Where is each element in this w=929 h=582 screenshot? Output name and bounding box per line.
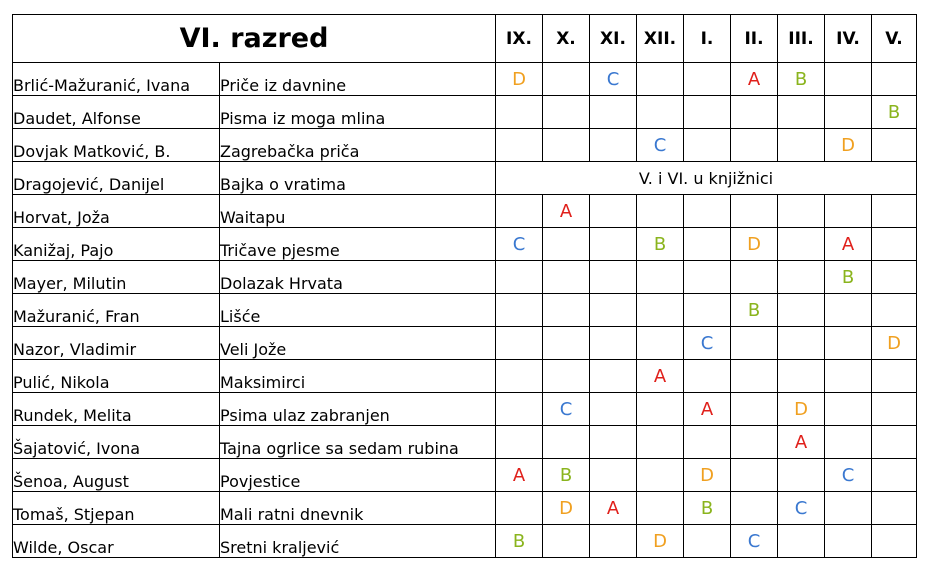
author-cell: Tomaš, Stjepan	[13, 492, 220, 525]
author-cell: Rundek, Melita	[13, 393, 220, 426]
table-row	[13, 294, 917, 327]
empty-cell	[543, 63, 590, 96]
empty-cell	[872, 63, 917, 96]
empty-cell	[684, 129, 731, 162]
author-cell: Kanižaj, Pajo	[13, 228, 220, 261]
group-mark: B	[872, 96, 917, 129]
author-cell: Horvat, Joža	[13, 195, 220, 228]
group-mark: B	[731, 294, 778, 327]
month-header: IX.	[496, 15, 543, 63]
table-row	[13, 393, 917, 426]
empty-cell	[543, 96, 590, 129]
empty-cell	[872, 360, 917, 393]
author-cell: Daudet, Alfonse	[13, 96, 220, 129]
group-mark: A	[543, 195, 590, 228]
group-mark: C	[731, 525, 778, 558]
group-mark: D	[543, 492, 590, 525]
group-mark: D	[872, 327, 917, 360]
month-header: III.	[778, 15, 825, 63]
empty-cell	[872, 294, 917, 327]
month-header: I.	[684, 15, 731, 63]
header-row	[13, 15, 917, 63]
empty-cell	[731, 261, 778, 294]
empty-cell	[637, 96, 684, 129]
empty-cell	[684, 261, 731, 294]
book-title-cell: Mali ratni dnevnik	[220, 492, 496, 525]
book-title-cell: Veli Jože	[220, 327, 496, 360]
empty-cell	[590, 96, 637, 129]
empty-cell	[496, 96, 543, 129]
table-row	[13, 459, 917, 492]
month-header: IV.	[825, 15, 872, 63]
empty-cell	[637, 492, 684, 525]
empty-cell	[825, 525, 872, 558]
author-cell: Mažuranić, Fran	[13, 294, 220, 327]
group-mark: A	[825, 228, 872, 261]
empty-cell	[590, 393, 637, 426]
empty-cell	[637, 426, 684, 459]
empty-cell	[684, 63, 731, 96]
group-mark: B	[543, 459, 590, 492]
empty-cell	[684, 525, 731, 558]
empty-cell	[825, 327, 872, 360]
table-row	[13, 426, 917, 459]
empty-cell	[778, 360, 825, 393]
group-mark: C	[496, 228, 543, 261]
empty-cell	[496, 261, 543, 294]
empty-cell	[825, 426, 872, 459]
empty-cell	[872, 195, 917, 228]
empty-cell	[496, 294, 543, 327]
group-mark: A	[637, 360, 684, 393]
empty-cell	[778, 96, 825, 129]
empty-cell	[543, 294, 590, 327]
table-row	[13, 129, 917, 162]
empty-cell	[637, 63, 684, 96]
table-row	[13, 228, 917, 261]
empty-cell	[637, 459, 684, 492]
group-mark: C	[778, 492, 825, 525]
empty-cell	[778, 525, 825, 558]
schedule-note: V. i VI. u knjižnici	[496, 162, 917, 195]
empty-cell	[496, 360, 543, 393]
group-mark: A	[496, 459, 543, 492]
table-row	[13, 360, 917, 393]
empty-cell	[731, 393, 778, 426]
empty-cell	[778, 294, 825, 327]
empty-cell	[496, 327, 543, 360]
empty-cell	[637, 393, 684, 426]
empty-cell	[543, 360, 590, 393]
group-mark: B	[637, 228, 684, 261]
group-mark: D	[778, 393, 825, 426]
author-cell: Wilde, Oscar	[13, 525, 220, 558]
book-title-cell: Priče iz davnine	[220, 63, 496, 96]
empty-cell	[778, 327, 825, 360]
empty-cell	[684, 426, 731, 459]
empty-cell	[825, 195, 872, 228]
book-title-cell: Tričave pjesme	[220, 228, 496, 261]
empty-cell	[496, 393, 543, 426]
group-mark: B	[778, 63, 825, 96]
empty-cell	[825, 96, 872, 129]
group-mark: D	[731, 228, 778, 261]
empty-cell	[590, 327, 637, 360]
book-title-cell: Dolazak Hrvata	[220, 261, 496, 294]
empty-cell	[496, 492, 543, 525]
empty-cell	[543, 426, 590, 459]
empty-cell	[778, 129, 825, 162]
empty-cell	[590, 129, 637, 162]
empty-cell	[590, 525, 637, 558]
table-row	[13, 261, 917, 294]
group-mark: C	[637, 129, 684, 162]
group-mark: C	[825, 459, 872, 492]
empty-cell	[496, 129, 543, 162]
group-mark: A	[590, 492, 637, 525]
empty-cell	[731, 327, 778, 360]
empty-cell	[684, 96, 731, 129]
group-mark: C	[684, 327, 731, 360]
empty-cell	[496, 426, 543, 459]
book-title-cell: Sretni kraljević	[220, 525, 496, 558]
group-mark: B	[825, 261, 872, 294]
empty-cell	[872, 459, 917, 492]
group-mark: A	[778, 426, 825, 459]
group-mark: A	[731, 63, 778, 96]
empty-cell	[825, 393, 872, 426]
page-title: VI. razred	[13, 15, 496, 63]
author-cell: Šajatović, Ivona	[13, 426, 220, 459]
empty-cell	[778, 459, 825, 492]
table-row	[13, 96, 917, 129]
empty-cell	[731, 195, 778, 228]
empty-cell	[543, 129, 590, 162]
group-mark: A	[684, 393, 731, 426]
group-mark: D	[496, 63, 543, 96]
book-title-cell: Lišće	[220, 294, 496, 327]
empty-cell	[731, 492, 778, 525]
month-header: V.	[872, 15, 917, 63]
book-title-cell: Maksimirci	[220, 360, 496, 393]
empty-cell	[872, 393, 917, 426]
empty-cell	[872, 426, 917, 459]
table-row	[13, 63, 917, 96]
group-mark: D	[637, 525, 684, 558]
table-row	[13, 195, 917, 228]
empty-cell	[872, 492, 917, 525]
empty-cell	[872, 129, 917, 162]
empty-cell	[825, 63, 872, 96]
book-title-cell: Pisma iz moga mlina	[220, 96, 496, 129]
group-mark: B	[684, 492, 731, 525]
empty-cell	[684, 228, 731, 261]
month-header: XI.	[590, 15, 637, 63]
book-title-cell: Povjestice	[220, 459, 496, 492]
empty-cell	[590, 426, 637, 459]
empty-cell	[543, 228, 590, 261]
empty-cell	[825, 294, 872, 327]
empty-cell	[637, 195, 684, 228]
book-title-cell: Zagrebačka priča	[220, 129, 496, 162]
empty-cell	[825, 492, 872, 525]
empty-cell	[825, 360, 872, 393]
month-header: X.	[543, 15, 590, 63]
empty-cell	[590, 195, 637, 228]
empty-cell	[731, 459, 778, 492]
empty-cell	[872, 525, 917, 558]
table-row	[13, 492, 917, 525]
empty-cell	[543, 525, 590, 558]
empty-cell	[778, 228, 825, 261]
table-row	[13, 525, 917, 558]
author-cell: Nazor, Vladimir	[13, 327, 220, 360]
empty-cell	[684, 294, 731, 327]
author-cell: Dragojević, Danijel	[13, 162, 220, 195]
empty-cell	[731, 360, 778, 393]
empty-cell	[778, 195, 825, 228]
empty-cell	[637, 261, 684, 294]
group-mark: D	[825, 129, 872, 162]
empty-cell	[778, 261, 825, 294]
empty-cell	[496, 195, 543, 228]
empty-cell	[637, 294, 684, 327]
table-row	[13, 327, 917, 360]
book-title-cell: Bajka o vratima	[220, 162, 496, 195]
month-header: II.	[731, 15, 778, 63]
author-cell: Šenoa, August	[13, 459, 220, 492]
author-cell: Mayer, Milutin	[13, 261, 220, 294]
group-mark: C	[590, 63, 637, 96]
empty-cell	[590, 261, 637, 294]
empty-cell	[637, 327, 684, 360]
empty-cell	[872, 261, 917, 294]
table-row	[13, 162, 917, 195]
empty-cell	[543, 327, 590, 360]
reading-schedule-table	[12, 14, 917, 558]
empty-cell	[590, 459, 637, 492]
empty-cell	[731, 426, 778, 459]
author-cell: Pulić, Nikola	[13, 360, 220, 393]
empty-cell	[731, 129, 778, 162]
month-header: XII.	[637, 15, 684, 63]
book-title-cell: Psima ulaz zabranjen	[220, 393, 496, 426]
empty-cell	[684, 360, 731, 393]
group-mark: B	[496, 525, 543, 558]
group-mark: C	[543, 393, 590, 426]
empty-cell	[543, 261, 590, 294]
author-cell: Brlić-Mažuranić, Ivana	[13, 63, 220, 96]
empty-cell	[590, 228, 637, 261]
book-title-cell: Waitapu	[220, 195, 496, 228]
empty-cell	[590, 294, 637, 327]
empty-cell	[684, 195, 731, 228]
group-mark: D	[684, 459, 731, 492]
empty-cell	[731, 96, 778, 129]
book-title-cell: Tajna ogrlice sa sedam rubina	[220, 426, 496, 459]
author-cell: Dovjak Matković, B.	[13, 129, 220, 162]
empty-cell	[872, 228, 917, 261]
empty-cell	[590, 360, 637, 393]
